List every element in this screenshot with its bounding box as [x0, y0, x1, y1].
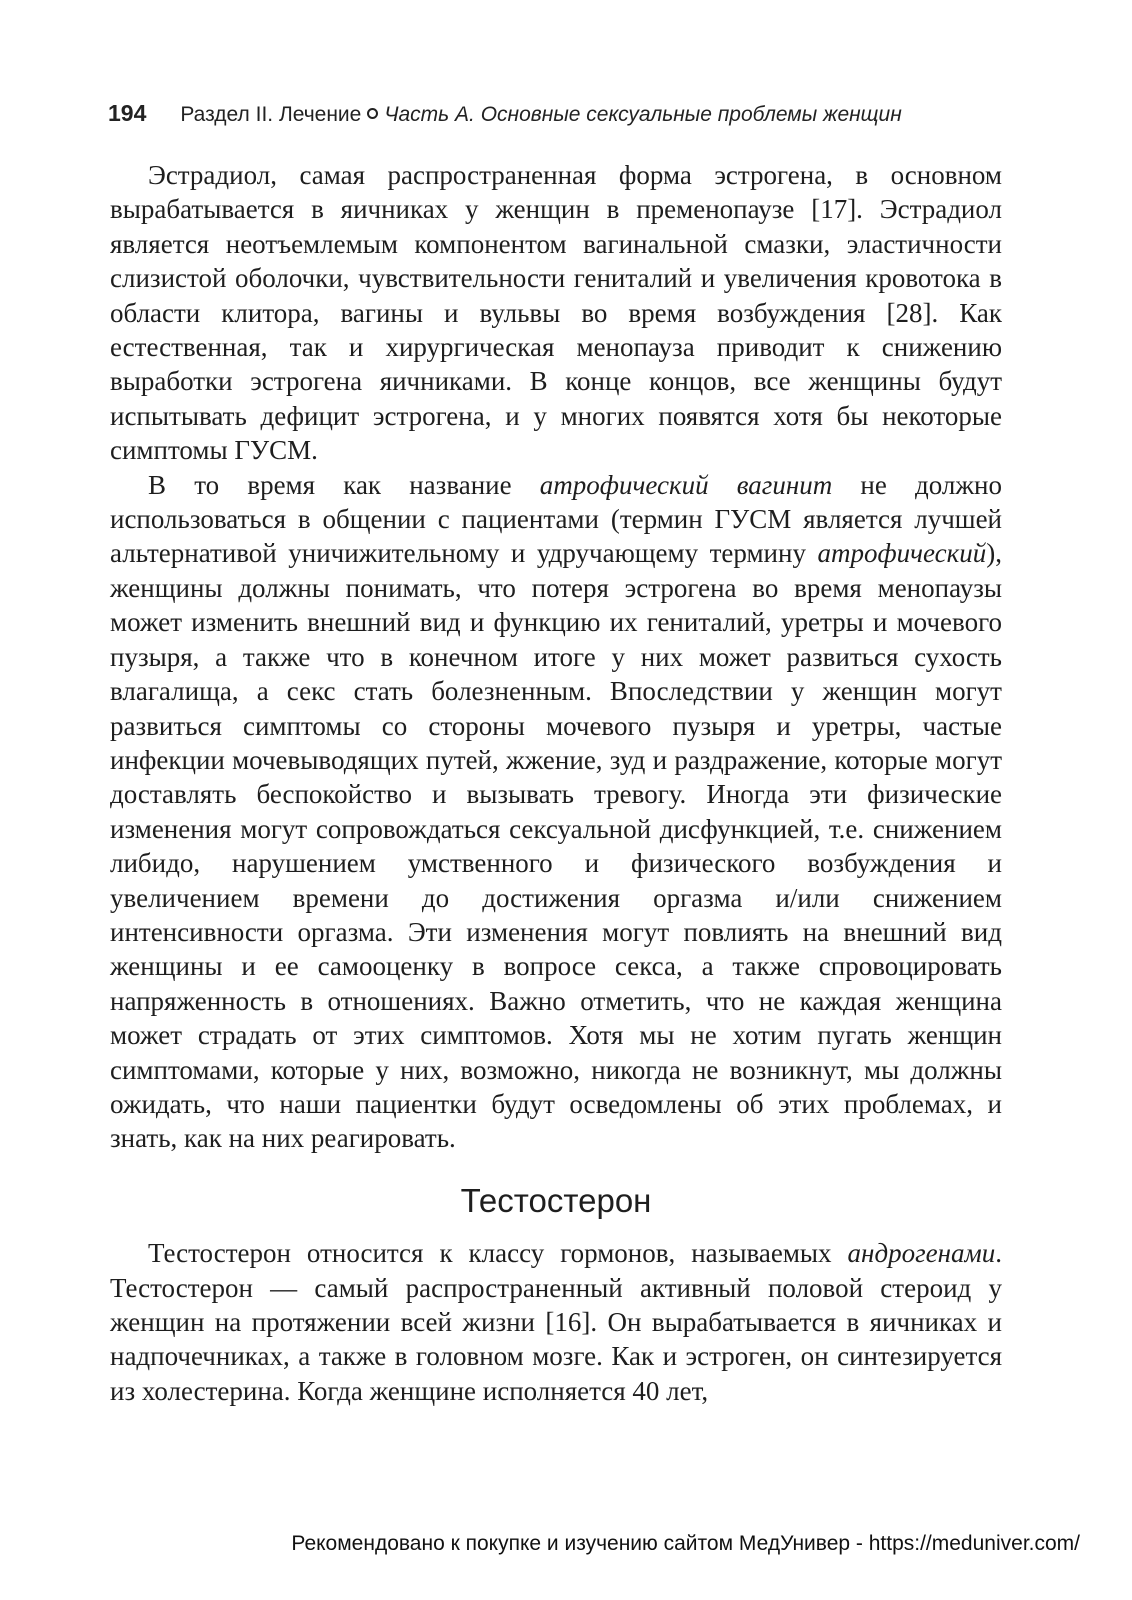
paragraph-text: В то время как название — [148, 469, 540, 500]
running-header — [108, 100, 1028, 127]
section-title: Раздел II. Лечение — [180, 103, 362, 126]
italic-term: андрогенами — [847, 1238, 996, 1269]
paragraph-estradiol: Эстрадиол, самая распространенная форма эстрогена, в основном вырабатывается в яичниках у женщин в пременопаузе [17]. Эстрадиол является неотъемлемым компонентом вагинальной смазки, эластичности слизистой оболочки, чувствительности гениталий и увеличения кровотока в области клитора, вагины и вульвы во время возбуждения [28]. Как естественная, так и хирургическая менопауза приводит к снижению выработки эстрогена яичниками. В конце концов, все женщины будут испытывать дефицит эстрогена, и у многих появятся хотя бы некоторые симптомы ГУСМ. — [110, 160, 1002, 466]
paragraph-text: ), женщины должны понимать, что потеря эстрогена во время менопаузы может изменить внешний вид и функцию их гениталий, уретры и мочевого пузыря, а также что в конечном итоге у них может развиться сухость влагалища, а секс стать болезненным. Впоследствии у женщин могут развиться симптомы со стороны мочевого пузыря и уретры, частые инфекции мочевыводящих путей, жжение, зуд и раздражение, которые могут доставлять беспокойство и вызывать тревогу. Иногда эти физические изменения могут сопровождаться сексуальной дисфункцией, т.е. снижением либидо, нарушением умственного и физического возбуждения и увеличением времени до достижения оргазма и/или снижением интенсивности оргазма. Эти изменения могут повлиять на внешний вид женщины и ее самооценку в вопросе секса, а также спровоцировать напряженность в отношениях. Важно отметить, что не каждая женщина может страдать от этих симптомов. Хотя мы не хотим пугать женщин симптомами, которые у них, возможно, никогда не возникнут, мы должны ожидать, что наши пациентки будут осведомлены об этих проблемах, и знать, как на них реагировать. — [110, 538, 1002, 1154]
paragraph-text: Тестостерон относится к классу гормонов, называемых — [148, 1238, 848, 1269]
paragraph-text: . Тестостерон — самый распространенный активный половой стероид у женщин на протяжении всей жизни [16]. Он вырабатывается в яичниках и надпочечниках, а также в головном мозге. Как и эстроген, он синтезируется из холестерина. Когда женщине исполняется 40 лет, — [110, 1238, 1002, 1406]
paragraph-atrophic-vaginitis — [110, 468, 1002, 1156]
body-text — [110, 158, 1002, 1408]
paragraph-testosterone — [110, 1236, 1002, 1408]
page-number: 194 — [108, 100, 147, 126]
footer-watermark: Рекомендовано к покупке и изучению сайтом МедУнивер - https://meduniver.com/ — [291, 1532, 1080, 1555]
paragraph-text: не должно использоваться в общении с пациентами (термин ГУСМ является лучшей альтернативой уничижительному и удручающему термину — [110, 469, 1002, 569]
italic-term: атрофический — [817, 538, 987, 569]
bullet-separator-icon — [367, 108, 378, 119]
part-title: Часть А. Основные сексуальные проблемы женщин — [384, 103, 902, 126]
italic-term: атрофический вагинит — [539, 469, 833, 500]
section-heading: Тестостерон — [460, 1181, 652, 1219]
